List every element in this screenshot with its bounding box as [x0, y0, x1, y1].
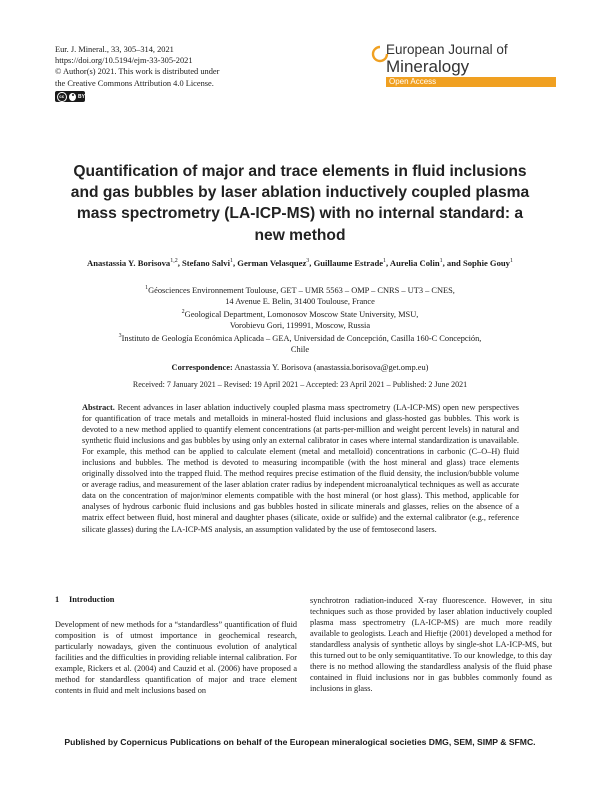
abstract	[82, 402, 519, 535]
author-separator: ,	[232, 257, 238, 268]
affiliation-line: Chile	[290, 345, 310, 355]
affiliation-line: $^3$Instituto de Geología Económica Aplicada – GEA, Universidad de Concepción, Casilla 160-C Concepción,	[118, 333, 482, 344]
correspondence-text[interactable]: Anastassia Y. Borisova (anastassia.borisova@get.omp.eu)	[234, 363, 429, 372]
author-separator: ,	[386, 257, 390, 268]
author-affiliation-marker: 1,2	[170, 258, 178, 264]
affiliation-line: Vorobievu Gori, 119991, Moscow, Russia	[229, 321, 371, 331]
affiliation-number: 2	[181, 309, 185, 316]
author-separator: ,	[177, 257, 182, 268]
publication-dates: Received: 7 January 2021 – Revised: 19 April 2021 – Accepted: 23 April 2021 – Published: 2 June 2021	[132, 380, 468, 389]
cc-by-license-icon[interactable]	[55, 91, 85, 102]
section-number: 1	[55, 595, 60, 604]
article-metadata	[55, 44, 219, 89]
abstract-label: Abstract.	[82, 403, 115, 412]
author-name: Stefano Salvi	[181, 257, 230, 268]
affiliation-number: 1	[145, 285, 149, 291]
section-heading	[55, 595, 114, 604]
citation: Eur. J. Mineral., 33, 305–314, 2021	[55, 45, 174, 54]
affiliation-number: 3	[118, 333, 122, 340]
author-name: Aurelia Colin	[389, 257, 440, 268]
author-separator: ,	[309, 257, 314, 268]
body-left-column: Development of new methods for a “standardless” quantification of fluid composition is of utmost importance in geochemical research, particularly nowadays, given the continuous evolution of analytical facilities and the difficulties in providing reliable internal calibration. For example, Rickers et al. (2004) and Cauzid et al. (2006) have proposed a method for standardless quantification of major and trace element contents in fluid and melt inclusions based on	[55, 620, 297, 696]
author-affiliation-marker: 1	[439, 258, 443, 264]
body-right-column: synchrotron radiation-induced X-ray fluorescence. However, in situ techniques such as those provided by laser ablation inductively coupled plasma mass spectrometry (LA-ICP-MS) are much more readily available to geologists. Leach and Hieftje (2001) developed a method for standardless analysis of synthetic alloys by single-shot LA-ICP-MS, but this turned out to be only semiquantitative. To our knowledge, to this day there is no method allowing the standardless analysis of the fluid phase contained in fluid inclusions nor in gas bubbles commonly found as inclusions in glass.	[310, 596, 552, 694]
author-separator: , and	[442, 257, 463, 268]
section-title: Introduction	[69, 595, 115, 604]
correspondence	[80, 362, 520, 373]
author-name: Guillaume Estrade	[313, 257, 384, 268]
author-affiliation-marker: 1	[509, 258, 513, 264]
person-icon	[69, 93, 77, 101]
open-access-label: Open Access	[389, 77, 437, 86]
by-label: BY	[78, 93, 85, 100]
author-affiliation-marker: 1	[383, 258, 387, 264]
author-affiliation-marker: 1	[229, 258, 233, 264]
author-list	[70, 255, 530, 269]
doi-link[interactable]: https://doi.org/10.5194/ejm-33-305-2021	[55, 56, 193, 66]
abstract-text: Recent advances in laser ablation inductively coupled plasma mass spectrometry (LA-ICP-MS) open new perspectives for quantification of trace metals and metalloids in mineral-hosted fluid inclusions and glass-hosted gas bubbles. This work is devoted to a new method applied to quantify element concentrations (at parts-per-million and weight percent levels) in natural and synthetic fluid inclusions and gas bubbles by using only an external calibrator in cases where internal standardization is unavailable. For example, this method can be applied to calculate element (metal and metalloid) concentrations in carbonic (C–O–H) fluid inclusions and bubbles. The method is devoted to measuring incompatible (with the host mineral and glass) trace elements originally dissolved into the trapped fluid. The method requires precise estimation of the fluid density, the inclusion/bubble volume or average radius, and measurement of the laser ablation crater radius by independent microanalytical techniques as well as accurate data on the concentration of major/minor elements compatible with the host mineral (or host glass). This method, applicable for analyses of hydrous carbonic fluid inclusions and gas bubbles hosted in silicate minerals and glasses, relies on the absence of a matrix effect between fluid, host mineral and daughter phases (silicate, oxide or sulfide) and the external calibrator (e.g., reference silicate glasses) during the LA-ICP-MS analysis, an assumption validated by the use of femtosecond lasers.	[82, 403, 519, 534]
affiliation-line: $^2$Geological Department, Lomonosov Moscow State University, MSU,	[181, 309, 419, 319]
affiliations	[100, 283, 500, 356]
copyright-line: © Author(s) 2021. This work is distributed under	[55, 67, 220, 77]
author-name: Sophie Gouy	[462, 257, 510, 268]
correspondence-label: Correspondence:	[171, 363, 233, 372]
license-line: the Creative Commons Attribution 4.0 License.	[55, 78, 214, 88]
paper-title: Quantification of major and trace elements in fluid inclusions and gas bubbles by laser ablation inductively coupled plasma mass spectrometry (LA-ICP-MS) with no internal standard: a new method	[70, 163, 530, 244]
cc-icon: cc	[57, 92, 67, 102]
author-name: Anastassia Y. Borisova	[87, 257, 171, 268]
publisher-footer: Published by Copernicus Publications on behalf of the European mineralogical societies DMG, SEM, SIMP & SFMC.	[64, 737, 536, 747]
author-name: German Velasquez	[237, 257, 307, 268]
journal-name-line2: Mineralogy	[386, 57, 470, 76]
journal-name-line1: European Journal of	[386, 42, 508, 57]
author-affiliation-marker: 3	[306, 258, 310, 264]
affiliation-line: $^1$Géosciences Environnement Toulouse, GET – UMR 5563 – OMP – CNRS – UT3 – CNES,	[145, 285, 455, 295]
affiliation-line: 14 Avenue E. Belin, 31400 Toulouse, France	[225, 297, 375, 306]
